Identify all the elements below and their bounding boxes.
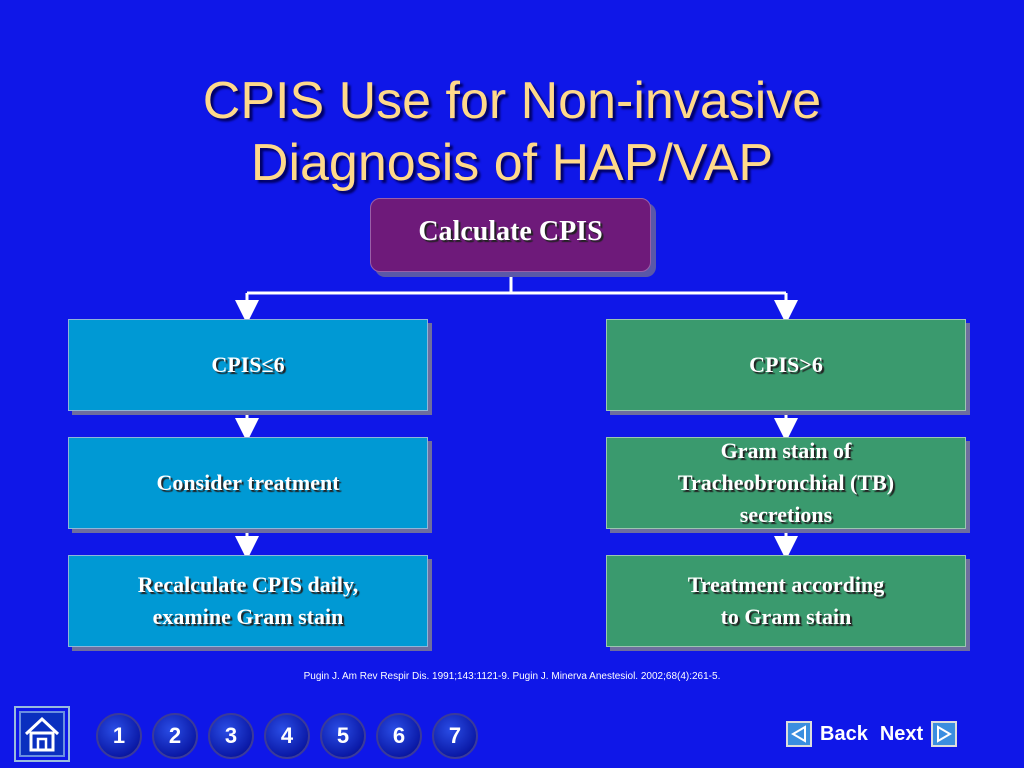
consider-treatment-label: Consider treatment bbox=[156, 470, 340, 495]
page-button-4[interactable]: 4 bbox=[264, 713, 310, 759]
treatment-line-2: to Gram stain bbox=[720, 604, 852, 629]
title-line-2: Diagnosis of HAP/VAP bbox=[250, 134, 774, 192]
treatment-box bbox=[606, 555, 966, 647]
recalculate-line-1: Recalculate CPIS daily, bbox=[137, 572, 359, 597]
back-button[interactable] bbox=[786, 721, 812, 747]
back-label[interactable]: Back bbox=[820, 722, 868, 745]
citation: Pugin J. Am Rev Respir Dis. 1991;143:1121-9. Pugin J. Minerva Anestesiol. 2002;68(4):261-5. bbox=[303, 671, 721, 682]
treatment-line-1: Treatment according bbox=[687, 572, 885, 597]
consider-treatment-box bbox=[68, 437, 428, 529]
cpis-high-box bbox=[606, 319, 966, 411]
page-button-2[interactable]: 2 bbox=[152, 713, 198, 759]
home-icon bbox=[22, 714, 62, 754]
recalculate-box bbox=[68, 555, 428, 647]
cpis-low-box bbox=[68, 319, 428, 411]
page-button-7[interactable]: 7 bbox=[432, 713, 478, 759]
next-button[interactable] bbox=[931, 721, 957, 747]
triangle-right-icon bbox=[935, 725, 953, 743]
calculate-cpis-box: Calculate CPIS bbox=[370, 198, 651, 272]
triangle-left-icon bbox=[790, 725, 808, 743]
page-button-3[interactable]: 3 bbox=[208, 713, 254, 759]
cpis-low-label: CPIS≤6 bbox=[211, 352, 285, 377]
slide-navigation bbox=[786, 719, 957, 749]
home-button[interactable] bbox=[14, 706, 70, 762]
gram-stain-line-3: secretions bbox=[739, 502, 833, 527]
gram-stain-line-1: Gram stain of bbox=[720, 438, 852, 463]
recalculate-line-2: examine Gram stain bbox=[152, 604, 344, 629]
gram-stain-line-2: Tracheobronchial (TB) bbox=[677, 470, 895, 495]
page-button-6[interactable]: 6 bbox=[376, 713, 422, 759]
page-button-5[interactable]: 5 bbox=[320, 713, 366, 759]
cpis-high-label: CPIS>6 bbox=[749, 352, 823, 377]
page-button-1[interactable]: 1 bbox=[96, 713, 142, 759]
gram-stain-box bbox=[606, 437, 966, 529]
title-line-1: CPIS Use for Non-invasive bbox=[202, 72, 822, 130]
next-label[interactable]: Next bbox=[879, 722, 924, 745]
